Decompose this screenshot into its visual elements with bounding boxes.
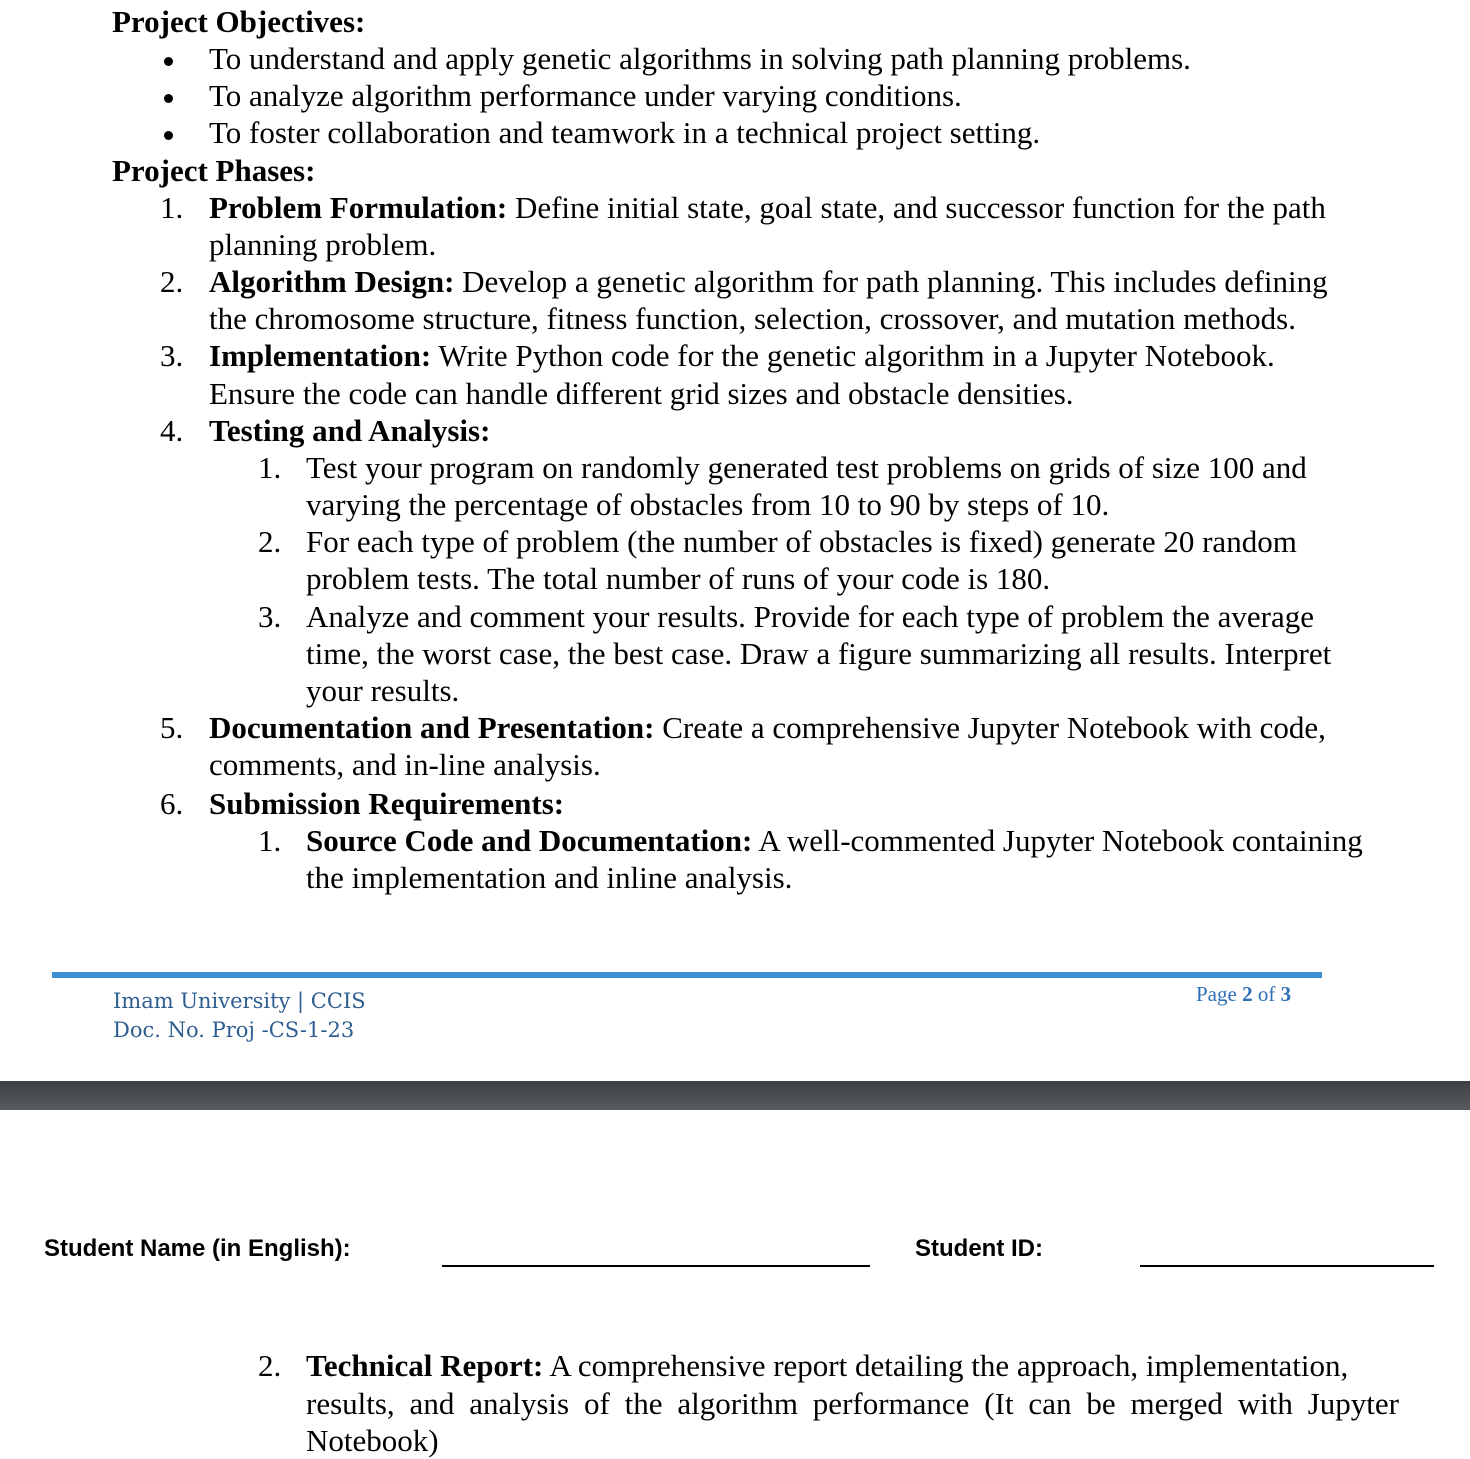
subitem-title: Technical Report: (306, 1348, 544, 1383)
phase-2-line-1: Algorithm Design: Develop a genetic algorithm for path planning. This includes defining (209, 264, 1328, 299)
subitem-number: 1. (258, 450, 282, 485)
footer-rule (52, 972, 1322, 978)
phase-title: Implementation: (209, 338, 432, 373)
phase-5-line-1: Documentation and Presentation: Create a comprehensive Jupyter Notebook with code, (209, 710, 1326, 745)
subitem-number: 2. (258, 1348, 282, 1383)
page-number: Page 2 of 3 (1196, 982, 1292, 1006)
testing-subitem-2-line-2: problem tests. The total number of runs of your code is 180. (306, 561, 1051, 596)
objectives-heading: Project Objectives: (112, 4, 366, 39)
page-separator (0, 1081, 1470, 1110)
student-name-label: Student Name (in English): (44, 1235, 351, 1262)
phase-5-line-2: comments, and in-line analysis. (209, 747, 601, 782)
submission-subitem-1-line-1: Source Code and Documentation: A well-commented Jupyter Notebook containing (306, 823, 1363, 858)
footer-org: Imam University | CCIS (113, 989, 366, 1013)
submission-subitem-2-line-3: Notebook) (306, 1423, 439, 1458)
subitem-number: 3. (258, 599, 282, 634)
objective-item-3: To foster collaboration and teamwork in a technical project setting. (209, 115, 1041, 150)
bullet-icon (164, 94, 173, 103)
testing-subitem-2-line-1: For each type of problem (the number of obstacles is fixed) generate 20 random (306, 524, 1297, 559)
phase-number: 4. (160, 413, 184, 448)
phase-number: 5. (160, 710, 184, 745)
phase-number: 2. (160, 264, 184, 299)
phase-1-line-2: planning problem. (209, 227, 437, 262)
phase-title: Documentation and Presentation: (209, 710, 655, 745)
phases-heading: Project Phases: (112, 153, 316, 188)
testing-subitem-3-line-3: your results. (306, 673, 460, 708)
subitem-title: Source Code and Documentation: (306, 823, 753, 858)
subitem-number: 1. (258, 823, 282, 858)
phase-title: Submission Requirements: (209, 786, 565, 821)
objective-item-2: To analyze algorithm performance under varying conditions. (209, 78, 962, 113)
phase-2-line-2: the chromosome structure, fitness function, selection, crossover, and mutation methods. (209, 301, 1296, 336)
phase-title: Problem Formulation: (209, 190, 508, 225)
student-id-field[interactable] (1140, 1265, 1434, 1267)
testing-subitem-1-line-1: Test your program on randomly generated test problems on grids of size 100 and (306, 450, 1307, 485)
subitem-number: 2. (258, 524, 282, 559)
submission-subitem-2-line-1: Technical Report: A comprehensive report detailing the approach, implementation, (306, 1348, 1349, 1383)
student-name-field[interactable] (442, 1265, 870, 1267)
submission-subitem-2-line-2: results, and analysis of the algorithm performance (It can be merged with Jupyter (306, 1386, 1399, 1421)
phase-title: Testing and Analysis: (209, 413, 491, 448)
bullet-icon (164, 131, 173, 140)
submission-subitem-1-line-2: the implementation and inline analysis. (306, 860, 793, 895)
testing-subitem-3-line-2: time, the worst case, the best case. Draw a figure summarizing all results. Interpret (306, 636, 1332, 671)
objective-item-1: To understand and apply genetic algorithms in solving path planning problems. (209, 41, 1191, 76)
bullet-icon (164, 57, 173, 66)
phase-title: Algorithm Design: (209, 264, 455, 299)
testing-subitem-3-line-1: Analyze and comment your results. Provide for each type of problem the average (306, 599, 1314, 634)
phase-number: 6. (160, 786, 184, 821)
phase-number: 1. (160, 190, 184, 225)
student-id-label: Student ID: (915, 1235, 1043, 1262)
phase-number: 3. (160, 338, 184, 373)
testing-subitem-1-line-2: varying the percentage of obstacles from 10 to 90 by steps of 10. (306, 487, 1110, 522)
phase-1-line-1: Problem Formulation: Define initial state, goal state, and successor function for the path (209, 190, 1326, 225)
footer-doc-number: Doc. No. Proj -CS-1-23 (113, 1018, 355, 1042)
phase-3-line-1: Implementation: Write Python code for the genetic algorithm in a Jupyter Notebook. (209, 338, 1275, 373)
phase-3-line-2: Ensure the code can handle different grid sizes and obstacle densities. (209, 376, 1074, 411)
